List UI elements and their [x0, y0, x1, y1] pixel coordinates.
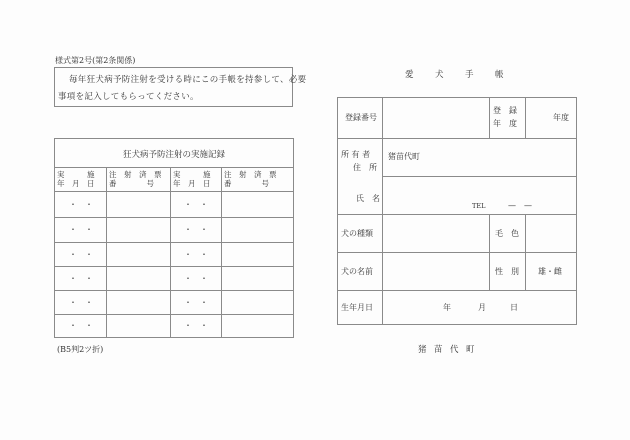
date-input-cell[interactable]: ・ ・	[69, 274, 93, 283]
birthdate-label: 生年月日	[341, 303, 373, 312]
town-char: 苗	[434, 345, 443, 355]
title-char: 犬	[435, 70, 444, 80]
divider	[338, 138, 576, 139]
date-input-cell[interactable]: ・ ・	[184, 274, 208, 283]
divider	[55, 191, 293, 192]
column-header-tag-1: 注 射 済 票 番 号	[109, 170, 162, 188]
divider	[221, 167, 222, 337]
registration-year-suffix: 年度	[553, 113, 569, 122]
town-char: 代	[450, 345, 459, 355]
divider	[489, 214, 490, 290]
date-input-cell[interactable]: ・ ・	[69, 250, 93, 259]
divider	[55, 266, 293, 267]
town-name-footer	[418, 346, 482, 355]
divider	[55, 242, 293, 243]
birthdate-year: 年	[443, 303, 451, 312]
dog-name-field[interactable]	[384, 253, 488, 289]
divider	[382, 98, 383, 324]
divider	[383, 176, 576, 177]
vaccination-record-table	[54, 138, 294, 338]
registration-number-field[interactable]	[384, 99, 488, 137]
date-input-cell[interactable]: ・ ・	[184, 298, 208, 307]
tel-dashes: — —	[508, 201, 532, 210]
instruction-line-2: 事項を記入してもらってください。	[58, 92, 199, 102]
divider	[489, 98, 490, 138]
divider	[338, 290, 576, 291]
instruction-line-1: 毎年狂犬病予防注射を受ける時にこの手帳を持参して、必要	[69, 75, 307, 85]
date-input-cell[interactable]: ・ ・	[69, 321, 93, 330]
date-input-cell[interactable]: ・ ・	[184, 200, 208, 209]
column-header-date-2: 実 施 年 月 日	[173, 170, 211, 188]
owner-label: 所 有 者	[341, 150, 371, 159]
date-input-cell[interactable]: ・ ・	[184, 225, 208, 234]
record-table-title: 狂犬病予防注射の実施記録	[122, 150, 225, 160]
column-header-date-1: 実 施 年 月 日	[57, 170, 95, 188]
date-input-cell[interactable]: ・ ・	[69, 200, 93, 209]
date-input-cell[interactable]: ・ ・	[184, 250, 208, 259]
breed-field[interactable]	[384, 215, 488, 251]
date-input-cell[interactable]: ・ ・	[69, 298, 93, 307]
divider	[55, 314, 293, 315]
coat-color-field[interactable]	[527, 215, 575, 251]
date-input-cell[interactable]: ・ ・	[69, 225, 93, 234]
address-value[interactable]: 猪苗代町	[388, 152, 420, 161]
registration-year-label-top: 登 録	[493, 106, 517, 115]
coat-color-label: 毛 色	[495, 229, 519, 238]
registration-number-label: 登録番号	[345, 113, 377, 122]
birthdate-day: 日	[510, 303, 518, 312]
address-label: 住 所	[353, 163, 377, 172]
dog-name-label: 犬の名前	[341, 267, 373, 276]
paper-size-note: (B5判2ツ折)	[57, 345, 104, 354]
divider	[525, 214, 526, 290]
registration-year-label-bottom: 年 度	[493, 119, 517, 128]
divider	[55, 167, 293, 168]
sex-label: 性 別	[495, 267, 519, 276]
town-char: 町	[466, 345, 475, 355]
form-number-label: 様式第2号(第2条関係)	[55, 56, 136, 65]
title-char: 帳	[495, 70, 504, 80]
instruction-note-box	[54, 67, 307, 107]
card-title	[405, 71, 525, 80]
divider	[525, 98, 526, 138]
owner-name-label: 氏 名	[356, 194, 380, 203]
column-header-tag-2: 注 射 済 票 番 号	[224, 170, 277, 188]
birthdate-month: 月	[478, 303, 486, 312]
divider	[106, 167, 107, 337]
date-input-cell[interactable]: ・ ・	[184, 321, 208, 330]
divider	[55, 217, 293, 218]
breed-label: 犬の種類	[341, 229, 373, 238]
tel-label: TEL	[472, 202, 486, 210]
town-char: 猪	[418, 345, 427, 355]
title-char: 手	[465, 70, 474, 80]
divider	[55, 290, 293, 291]
divider	[170, 167, 171, 337]
dog-registration-card	[337, 97, 577, 325]
sex-value[interactable]: 雄・雌	[538, 267, 562, 276]
title-char: 愛	[405, 70, 414, 80]
